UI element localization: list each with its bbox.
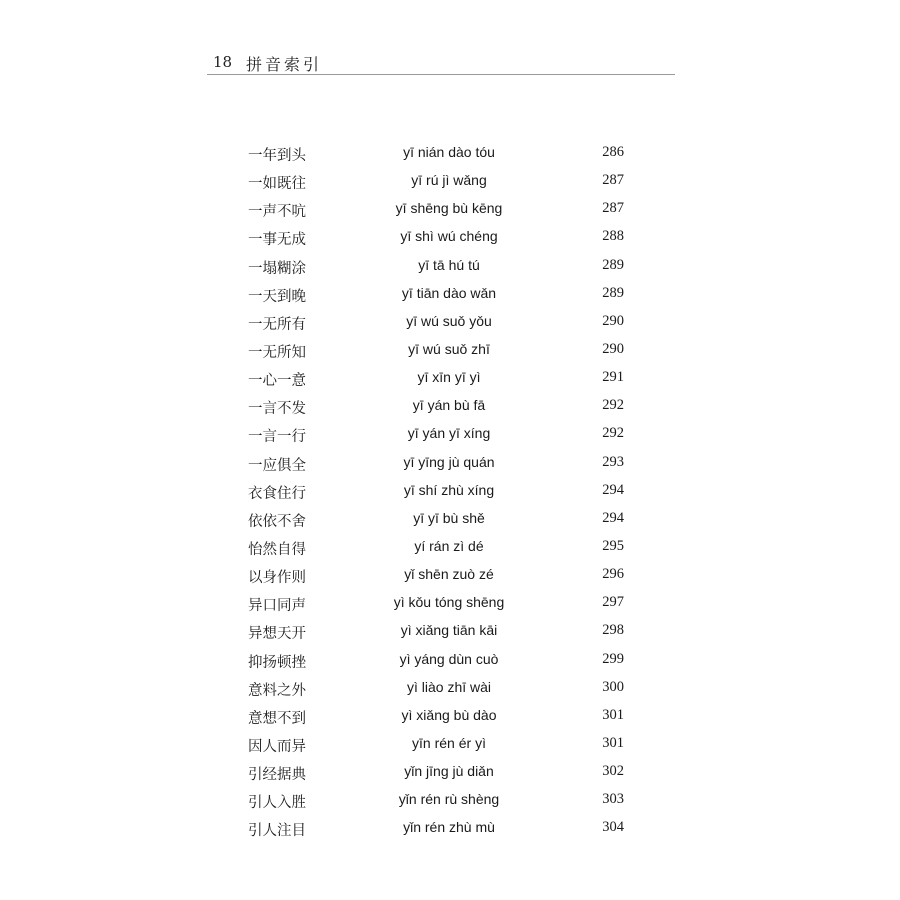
pinyin-text: yǐ shēn zuò zé	[404, 566, 494, 583]
pinyin-text: yīn rén ér yì	[412, 734, 486, 751]
idiom-text: 抑扬顿挫	[248, 654, 306, 671]
idiom-text: 一事无成	[248, 232, 306, 249]
idiom-text: 一言一行	[248, 429, 306, 446]
header-divider	[207, 74, 675, 75]
pinyin-text: yī shí zhù xíng	[403, 481, 495, 498]
pinyin-text: yī xīn yī yì	[417, 369, 481, 386]
page-reference: 292	[602, 425, 624, 442]
page-reference: 301	[602, 734, 624, 751]
idiom-text: 一声不吭	[248, 204, 306, 221]
page-reference: 289	[602, 256, 624, 273]
pinyin-text: yī yán yī xíng	[407, 425, 491, 442]
index-entry	[0, 677, 900, 705]
index-entry	[0, 452, 900, 480]
idiom-text: 以身作则	[248, 570, 306, 587]
page-reference: 294	[602, 481, 624, 498]
index-entry	[0, 733, 900, 761]
page-reference: 302	[602, 763, 624, 780]
index-entry	[0, 817, 900, 845]
pinyin-text: yì kǒu tóng shēng	[393, 594, 505, 611]
idiom-text: 衣食住行	[248, 485, 306, 502]
index-entry	[0, 255, 900, 283]
page-number: 18	[213, 53, 233, 71]
idiom-text: 引人注目	[248, 823, 306, 840]
index-entry	[0, 705, 900, 733]
pinyin-text: yì xiǎng bù dào	[401, 706, 497, 723]
pinyin-text: yǐn rén rù shèng	[398, 791, 500, 808]
pinyin-text: yī yán bù fā	[412, 397, 486, 414]
pinyin-text: yì liào zhī wài	[406, 678, 492, 695]
pinyin-text: yī yīng jù quán	[403, 453, 495, 470]
idiom-text: 异想天开	[248, 626, 306, 643]
pinyin-text: yì xiǎng tiān kāi	[400, 622, 498, 639]
pinyin-text: yǐn jīng jù diǎn	[404, 763, 494, 780]
idiom-text: 一塌糊涂	[248, 260, 306, 277]
page-reference: 295	[602, 537, 624, 554]
page-reference: 290	[602, 340, 624, 357]
idiom-text: 一无所知	[248, 344, 306, 361]
pinyin-text: yī shì wú chéng	[400, 228, 498, 245]
page-reference: 300	[602, 678, 624, 695]
index-entry	[0, 339, 900, 367]
index-entry	[0, 480, 900, 508]
index-entry	[0, 789, 900, 817]
idiom-text: 因人而异	[248, 738, 306, 755]
index-entry	[0, 198, 900, 226]
idiom-text: 一言不发	[248, 401, 306, 418]
idiom-text: 一应俱全	[248, 457, 306, 474]
index-entry	[0, 564, 900, 592]
pinyin-text: yī yī bù shě	[413, 509, 485, 526]
idiom-text: 一年到头	[248, 148, 306, 164]
pinyin-text: yī rú jì wǎng	[411, 172, 487, 189]
page-reference: 304	[602, 819, 624, 836]
page-reference: 298	[602, 622, 624, 639]
page-reference: 294	[602, 509, 624, 526]
pinyin-text: yí rán zì dé	[414, 537, 484, 554]
pinyin-text: yī nián dào tóu	[403, 144, 495, 160]
pinyin-text: yī shēng bù kēng	[395, 200, 503, 217]
idiom-text: 一无所有	[248, 316, 306, 333]
index-entry	[0, 142, 900, 170]
index-entry	[0, 395, 900, 423]
idiom-text: 一天到晚	[248, 288, 306, 305]
index-entry	[0, 761, 900, 789]
idiom-text: 意想不到	[248, 710, 306, 727]
idiom-text: 一心一意	[248, 373, 306, 390]
page-reference: 299	[602, 650, 624, 667]
idiom-text: 依依不舍	[248, 513, 306, 530]
idiom-text: 一如既往	[248, 176, 306, 193]
page-reference: 296	[602, 566, 624, 583]
page-header	[213, 52, 675, 76]
idiom-text: 意料之外	[248, 682, 306, 699]
index-entry	[0, 620, 900, 648]
index-entry	[0, 311, 900, 339]
index-entry	[0, 536, 900, 564]
index-entry	[0, 649, 900, 677]
page-reference: 290	[602, 312, 624, 329]
idiom-text: 引人入胜	[248, 795, 306, 812]
index-entry	[0, 592, 900, 620]
index-entry	[0, 423, 900, 451]
index-entry	[0, 283, 900, 311]
page-reference: 288	[602, 228, 624, 245]
page-reference: 293	[602, 453, 624, 470]
page-reference: 297	[602, 594, 624, 611]
page-reference: 286	[602, 144, 624, 160]
pinyin-text: yī wú suǒ yǒu	[406, 312, 492, 329]
page-reference: 289	[602, 284, 624, 301]
page-reference: 291	[602, 369, 624, 386]
pinyin-text: yī tā hú tú	[418, 256, 480, 273]
page-reference: 287	[602, 200, 624, 217]
index-entry	[0, 508, 900, 536]
index-entry	[0, 170, 900, 198]
pinyin-text: yī tiān dào wǎn	[401, 284, 497, 301]
idiom-text: 引经据典	[248, 767, 306, 784]
page-reference: 287	[602, 172, 624, 189]
page-reference: 292	[602, 397, 624, 414]
page-reference: 303	[602, 791, 624, 808]
pinyin-index-list	[0, 142, 900, 846]
index-entry	[0, 367, 900, 395]
idiom-text: 异口同声	[248, 598, 306, 615]
pinyin-text: yì yáng dùn cuò	[399, 650, 499, 667]
page-reference: 301	[602, 706, 624, 723]
pinyin-text: yǐn rén zhù mù	[403, 819, 495, 836]
pinyin-text: yī wú suǒ zhī	[408, 340, 490, 357]
idiom-text: 怡然自得	[248, 541, 306, 558]
section-title: 拼音索引	[246, 55, 323, 74]
index-entry	[0, 226, 900, 254]
